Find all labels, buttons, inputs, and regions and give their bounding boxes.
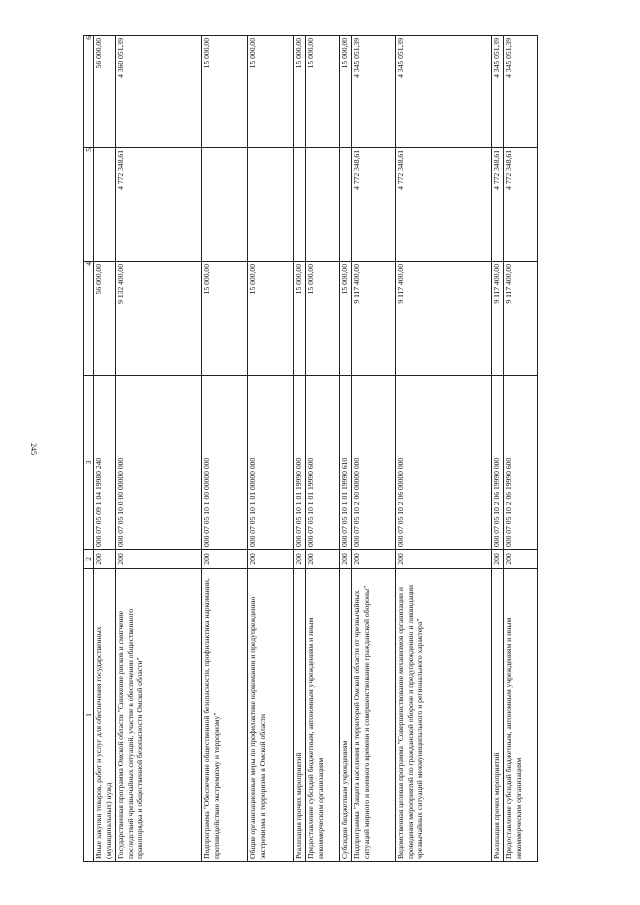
row-value-col5: 4 772 348,61 <box>116 148 202 262</box>
table-row <box>248 36 294 862</box>
row-admin-code: 200 <box>306 550 340 569</box>
row-value-col4: 56 000,00 <box>94 262 116 376</box>
row-value-col4: 15 000,00 <box>306 262 340 376</box>
row-value-col5 <box>294 148 306 262</box>
row-classification-code: 000 07 05 10 1 01 00000 000 <box>248 376 294 550</box>
row-value-col4: 15 000,00 <box>340 262 352 376</box>
row-value-col4: 9 132 400,00 <box>116 262 202 376</box>
row-classification-code: 000 07 05 09 1 04 19980 240 <box>94 376 116 550</box>
row-value-col5 <box>340 148 352 262</box>
row-classification-code: 000 07 05 10 2 06 19990 600 <box>504 376 538 550</box>
row-admin-code: 200 <box>116 550 202 569</box>
row-value-col5: 4 772 348,61 <box>492 148 504 262</box>
column-header: 3 <box>84 376 94 550</box>
row-classification-code: 000 07 05 10 2 00 00000 000 <box>352 376 396 550</box>
table-row <box>116 36 202 862</box>
row-admin-code: 200 <box>202 550 248 569</box>
row-name: Реализация прочих мероприятий <box>492 569 504 862</box>
column-header: 5 <box>84 148 94 262</box>
table-row <box>396 36 492 862</box>
row-name: Подпрограмма "Обеспечение общественной безопасности, профилактика наркомании, противодействие экстремизму и терроризму" <box>202 569 248 862</box>
row-name: Субсидии бюджетным учреждениям <box>340 569 352 862</box>
row-value-col6: 15 000,00 <box>306 36 340 148</box>
row-value-col6: 4 345 051,39 <box>352 36 396 148</box>
row-value-col5: 4 772 348,61 <box>504 148 538 262</box>
row-name: Иные закупки товаров, работ и услуг для обеспечения государственных (муниципальных) нужд <box>94 569 116 862</box>
row-name: Реализация прочих мероприятий <box>294 569 306 862</box>
row-value-col6: 4 345 051,39 <box>492 36 504 148</box>
column-header: 2 <box>84 550 94 569</box>
row-value-col4: 15 000,00 <box>294 262 306 376</box>
row-classification-code: 000 07 05 10 2 06 19990 000 <box>492 376 504 550</box>
row-value-col5 <box>306 148 340 262</box>
row-value-col6: 4 360 051,39 <box>116 36 202 148</box>
column-number-row <box>84 36 94 862</box>
row-name: Подпрограмма "Защита населения и территорий Омской области от чрезвычайных ситуаций мирного и военного времени и совершенствование гражданской обороны" <box>352 569 396 862</box>
row-classification-code: 000 07 05 10 1 01 19990 000 <box>294 376 306 550</box>
table-row <box>202 36 248 862</box>
table-row <box>306 36 340 862</box>
column-header: 4 <box>84 262 94 376</box>
row-value-col5: 4 772 348,61 <box>352 148 396 262</box>
row-value-col5 <box>248 148 294 262</box>
row-classification-code: 000 07 05 10 1 01 19990 600 <box>306 376 340 550</box>
row-value-col4: 9 117 400,00 <box>352 262 396 376</box>
row-name: Государственная программа Омской области "Снижение рисков и смягчение последствий чрезвычайных ситуаций, участие в обеспечении общественного правопорядка и общественной безопасности Омской области" <box>116 569 202 862</box>
row-classification-code: 000 07 05 10 1 01 19990 610 <box>340 376 352 550</box>
row-admin-code: 200 <box>492 550 504 569</box>
row-name: Общие организационные меры по профилактике наркомании и предупреждению экстремизма и терроризма в Омской области <box>248 569 294 862</box>
row-classification-code: 000 07 05 10 2 06 00000 000 <box>396 376 492 550</box>
row-classification-code: 000 07 05 10 0 00 00000 000 <box>116 376 202 550</box>
row-value-col4: 9 117 400,00 <box>492 262 504 376</box>
row-value-col6: 4 345 051,39 <box>396 36 492 148</box>
row-value-col5 <box>94 148 116 262</box>
table-row <box>94 36 116 862</box>
row-value-col6: 15 000,00 <box>340 36 352 148</box>
row-admin-code: 200 <box>340 550 352 569</box>
budget-table <box>83 35 538 862</box>
row-value-col6: 15 000,00 <box>248 36 294 148</box>
table-row <box>294 36 306 862</box>
row-value-col4: 9 117 400,00 <box>396 262 492 376</box>
column-header: 1 <box>84 569 94 862</box>
row-value-col6: 56 000,00 <box>94 36 116 148</box>
budget-table-container <box>83 36 553 862</box>
row-value-col4: 15 000,00 <box>202 262 248 376</box>
page-number: 245 <box>29 443 38 455</box>
row-admin-code: 200 <box>352 550 396 569</box>
row-admin-code: 200 <box>504 550 538 569</box>
row-value-col4: 15 000,00 <box>248 262 294 376</box>
table-row <box>492 36 504 862</box>
table-body <box>94 36 538 862</box>
row-value-col6: 15 000,00 <box>294 36 306 148</box>
row-admin-code: 200 <box>248 550 294 569</box>
column-header: 6 <box>84 36 94 148</box>
row-classification-code: 000 07 05 10 1 00 00000 000 <box>202 376 248 550</box>
table-row <box>340 36 352 862</box>
row-admin-code: 200 <box>94 550 116 569</box>
row-value-col4: 9 117 400,00 <box>504 262 538 376</box>
row-name: Предоставление субсидий бюджетным, автономным учреждениям и иным некоммерческим организациям <box>306 569 340 862</box>
row-value-col6: 15 000,00 <box>202 36 248 148</box>
row-admin-code: 200 <box>396 550 492 569</box>
row-admin-code: 200 <box>294 550 306 569</box>
row-name: Предоставление субсидий бюджетным, автономным учреждениям и иным некоммерческим организациям <box>504 569 538 862</box>
row-name: Ведомственная целевая программа "Совершенствование механизмов организации и проведения мероприятий по гражданской обороне и предупреждению и ликвидации чрезвычайных ситуаций межмуниципального и регионального характера" <box>396 569 492 862</box>
table-row <box>352 36 396 862</box>
table-row <box>504 36 538 862</box>
row-value-col5 <box>202 148 248 262</box>
row-value-col5: 4 772 348,61 <box>396 148 492 262</box>
row-value-col6: 4 345 051,39 <box>504 36 538 148</box>
